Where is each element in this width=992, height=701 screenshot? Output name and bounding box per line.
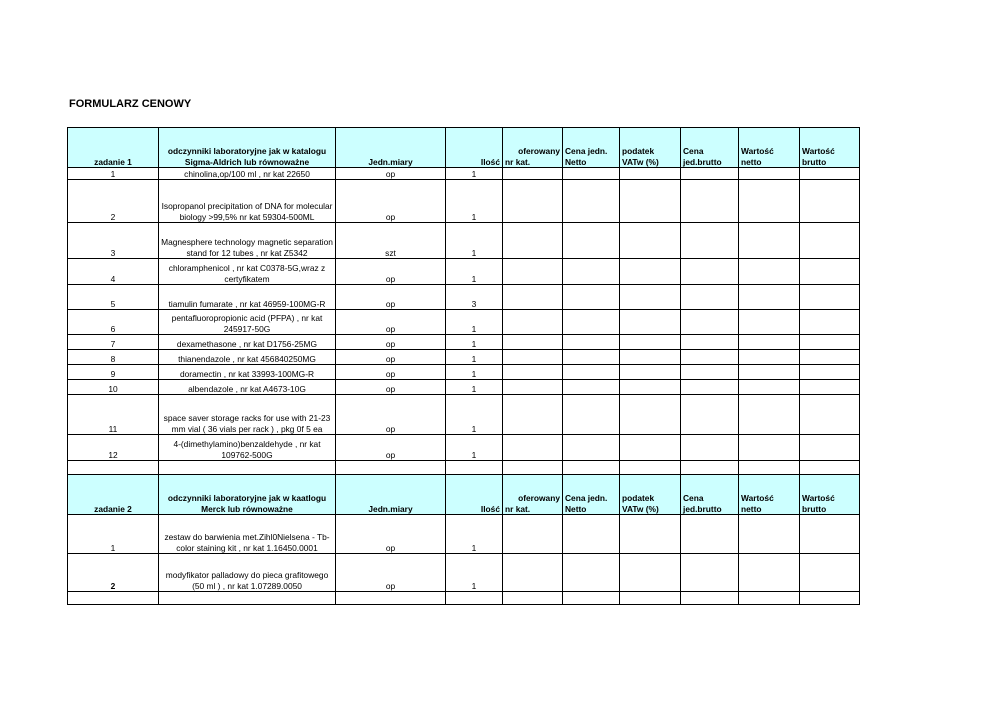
row-oferowany-cell[interactable]	[503, 380, 563, 395]
row-lp: 6	[68, 310, 159, 335]
row-oferowany-cell[interactable]	[503, 259, 563, 285]
row-wartosc-brutto-cell[interactable]	[800, 380, 860, 395]
row-wartosc-netto-cell[interactable]	[739, 259, 800, 285]
col-cena-jedn-header: Cena jedn. Netto	[563, 128, 620, 168]
row-oferowany-cell[interactable]	[503, 335, 563, 350]
row-cena-brutto-cell[interactable]	[681, 285, 739, 310]
row-oferowany-cell[interactable]	[503, 168, 563, 180]
row-wartosc-netto-cell[interactable]	[739, 515, 800, 554]
row-lp: 3	[68, 223, 159, 259]
row-qty: 1	[446, 180, 503, 223]
row-oferowany-cell[interactable]	[503, 223, 563, 259]
row-unit: op	[336, 380, 446, 395]
row-lp: 1	[68, 168, 159, 180]
row-cena-brutto-cell[interactable]	[681, 168, 739, 180]
col-cena-brutto-header: Cena jed.brutto	[681, 475, 739, 515]
row-item-name: pentafluoropropionic acid (PFPA) , nr kat 245917-50G	[159, 310, 336, 335]
row-lp: 7	[68, 335, 159, 350]
row-wartosc-brutto-cell[interactable]	[800, 223, 860, 259]
row-cena-brutto-cell[interactable]	[681, 515, 739, 554]
col-wartosc-brutto-header: Wartość brutto	[800, 475, 860, 515]
row-item-name: modyfikator palladowy do pieca grafitowego (50 ml ) , nr kat 1.07289.0050	[159, 554, 336, 592]
row-wartosc-netto-cell[interactable]	[739, 335, 800, 350]
row-cena-jedn-cell[interactable]	[563, 223, 620, 259]
row-cena-jedn-cell[interactable]	[563, 515, 620, 554]
row-lp: 2	[68, 180, 159, 223]
row-qty: 1	[446, 335, 503, 350]
table-row	[68, 168, 860, 180]
row-cena-brutto-cell[interactable]	[681, 180, 739, 223]
row-item-name: chloramphenicol , nr kat C0378-5G,wraz z certyfikatem	[159, 259, 336, 285]
row-item-name: albendazole , nr kat A4673-10G	[159, 380, 336, 395]
row-lp: 2	[68, 554, 159, 592]
row-item-name: space saver storage racks for use with 21-23 mm vial ( 36 vials per rack ) , pkg 0f 5 ea	[159, 395, 336, 435]
col-oferowany-header: oferowany nr kat.	[503, 475, 563, 515]
row-podatek-cell[interactable]	[620, 180, 681, 223]
row-unit: op	[336, 168, 446, 180]
row-cena-brutto-cell[interactable]	[681, 380, 739, 395]
row-podatek-cell[interactable]	[620, 395, 681, 435]
row-unit: op	[336, 515, 446, 554]
row-unit: op	[336, 180, 446, 223]
row-cena-brutto-cell[interactable]	[681, 259, 739, 285]
row-lp: 10	[68, 380, 159, 395]
row-podatek-cell[interactable]	[620, 554, 681, 592]
section-2-label: zadanie 2	[68, 475, 159, 515]
row-wartosc-brutto-cell[interactable]	[800, 350, 860, 365]
col-podatek-header: podatek VATw (%)	[620, 128, 681, 168]
row-item-name: 4-(dimethylamino)benzaldehyde , nr kat 109762-500G	[159, 435, 336, 461]
table-row	[68, 395, 860, 435]
row-cena-jedn-cell[interactable]	[563, 335, 620, 350]
row-qty: 1	[446, 310, 503, 335]
row-cena-jedn-cell[interactable]	[563, 180, 620, 223]
row-cena-jedn-cell[interactable]	[563, 435, 620, 461]
row-wartosc-netto-cell[interactable]	[739, 223, 800, 259]
row-wartosc-brutto-cell[interactable]	[800, 168, 860, 180]
table-row	[68, 350, 860, 365]
row-qty: 1	[446, 380, 503, 395]
row-wartosc-brutto-cell[interactable]	[800, 285, 860, 310]
table-row	[68, 259, 860, 285]
row-item-name: dexamethasone , nr kat D1756-25MG	[159, 335, 336, 350]
spacer-row	[68, 592, 860, 605]
row-cena-jedn-cell[interactable]	[563, 365, 620, 380]
row-oferowany-cell[interactable]	[503, 350, 563, 365]
col-cena-jedn-header: Cena jedn. Netto	[563, 475, 620, 515]
row-cena-brutto-cell[interactable]	[681, 395, 739, 435]
row-wartosc-brutto-cell[interactable]	[800, 310, 860, 335]
row-wartosc-netto-cell[interactable]	[739, 180, 800, 223]
table-row	[68, 515, 860, 554]
row-lp: 12	[68, 435, 159, 461]
spacer-row	[68, 461, 860, 475]
row-oferowany-cell[interactable]	[503, 365, 563, 380]
row-cena-jedn-cell[interactable]	[563, 350, 620, 365]
price-form-table	[67, 127, 860, 605]
row-item-name: doramectin , nr kat 33993-100MG-R	[159, 365, 336, 380]
row-unit: op	[336, 554, 446, 592]
row-qty: 1	[446, 365, 503, 380]
row-podatek-cell[interactable]	[620, 223, 681, 259]
row-cena-brutto-cell[interactable]	[681, 435, 739, 461]
row-podatek-cell[interactable]	[620, 259, 681, 285]
row-cena-jedn-cell[interactable]	[563, 168, 620, 180]
row-wartosc-brutto-cell[interactable]	[800, 180, 860, 223]
row-cena-jedn-cell[interactable]	[563, 259, 620, 285]
row-qty: 1	[446, 435, 503, 461]
row-wartosc-brutto-cell[interactable]	[800, 259, 860, 285]
row-oferowany-cell[interactable]	[503, 515, 563, 554]
table-row	[68, 285, 860, 310]
row-podatek-cell[interactable]	[620, 350, 681, 365]
row-lp: 11	[68, 395, 159, 435]
row-lp: 4	[68, 259, 159, 285]
row-podatek-cell[interactable]	[620, 285, 681, 310]
row-qty: 1	[446, 554, 503, 592]
row-unit: op	[336, 435, 446, 461]
section-1-header	[68, 128, 860, 168]
table-row	[68, 223, 860, 259]
row-cena-jedn-cell[interactable]	[563, 285, 620, 310]
table-row	[68, 335, 860, 350]
row-podatek-cell[interactable]	[620, 335, 681, 350]
section-2-description: odczynniki laboratoryjne jak w kaatlogu Merck lub równoważne	[159, 475, 336, 515]
row-cena-jedn-cell[interactable]	[563, 310, 620, 335]
row-wartosc-brutto-cell[interactable]	[800, 335, 860, 350]
col-jedn-header: Jedn.miary	[336, 128, 446, 168]
row-item-name: thianendazole , nr kat 456840250MG	[159, 350, 336, 365]
row-oferowany-cell[interactable]	[503, 554, 563, 592]
col-podatek-header: podatek VATw (%)	[620, 475, 681, 515]
row-item-name: Magnesphere technology magnetic separation stand for 12 tubes , nr kat Z5342	[159, 223, 336, 259]
row-qty: 3	[446, 285, 503, 310]
row-item-name: zestaw do barwienia met.Zihl0Nielsena - Tb-color staining kit , nr kat 1.16450.0001	[159, 515, 336, 554]
row-item-name: Isopropanol precipitation of DNA for molecular biology >99,5% nr kat 59304-500ML	[159, 180, 336, 223]
row-wartosc-brutto-cell[interactable]	[800, 435, 860, 461]
row-lp: 8	[68, 350, 159, 365]
page-title: FORMULARZ CENOWY	[69, 98, 192, 110]
row-lp: 1	[68, 515, 159, 554]
row-cena-brutto-cell[interactable]	[681, 350, 739, 365]
row-unit: op	[336, 365, 446, 380]
section-1-label: zadanie 1	[68, 128, 159, 168]
row-unit: op	[336, 335, 446, 350]
col-cena-brutto-header: Cena jed.brutto	[681, 128, 739, 168]
row-unit: op	[336, 285, 446, 310]
row-qty: 1	[446, 395, 503, 435]
table-row	[68, 554, 860, 592]
row-unit: op	[336, 395, 446, 435]
col-oferowany-header: oferowany nr kat.	[503, 128, 563, 168]
row-oferowany-cell[interactable]	[503, 180, 563, 223]
row-cena-jedn-cell[interactable]	[563, 380, 620, 395]
row-qty: 1	[446, 223, 503, 259]
row-oferowany-cell[interactable]	[503, 285, 563, 310]
col-wartosc-brutto-header: Wartość brutto	[800, 128, 860, 168]
row-wartosc-brutto-cell[interactable]	[800, 365, 860, 380]
row-podatek-cell[interactable]	[620, 435, 681, 461]
row-cena-brutto-cell[interactable]	[681, 310, 739, 335]
row-qty: 1	[446, 350, 503, 365]
row-wartosc-netto-cell[interactable]	[739, 168, 800, 180]
col-ilosc-header: Ilość	[446, 475, 503, 515]
row-qty: 1	[446, 168, 503, 180]
row-wartosc-netto-cell[interactable]	[739, 285, 800, 310]
row-podatek-cell[interactable]	[620, 365, 681, 380]
table-row	[68, 310, 860, 335]
row-wartosc-netto-cell[interactable]	[739, 365, 800, 380]
row-cena-brutto-cell[interactable]	[681, 223, 739, 259]
col-wartosc-netto-header: Wartość netto	[739, 475, 800, 515]
row-unit: szt	[336, 223, 446, 259]
row-podatek-cell[interactable]	[620, 168, 681, 180]
row-wartosc-netto-cell[interactable]	[739, 395, 800, 435]
row-oferowany-cell[interactable]	[503, 435, 563, 461]
row-qty: 1	[446, 259, 503, 285]
row-wartosc-netto-cell[interactable]	[739, 310, 800, 335]
row-cena-brutto-cell[interactable]	[681, 365, 739, 380]
row-lp: 5	[68, 285, 159, 310]
row-cena-brutto-cell[interactable]	[681, 335, 739, 350]
row-wartosc-brutto-cell[interactable]	[800, 554, 860, 592]
row-unit: op	[336, 259, 446, 285]
row-cena-jedn-cell[interactable]	[563, 395, 620, 435]
row-cena-jedn-cell[interactable]	[563, 554, 620, 592]
row-unit: op	[336, 310, 446, 335]
table-row	[68, 180, 860, 223]
section-1-description: odczynniki laboratoryjne jak w katalogu Sigma-Aldrich lub równoważne	[159, 128, 336, 168]
row-oferowany-cell[interactable]	[503, 310, 563, 335]
row-wartosc-netto-cell[interactable]	[739, 380, 800, 395]
row-cena-brutto-cell[interactable]	[681, 554, 739, 592]
row-item-name: tiamulin fumarate , nr kat 46959-100MG-R	[159, 285, 336, 310]
table-row	[68, 435, 860, 461]
row-item-name: chinolina,op/100 ml , nr kat 22650	[159, 168, 336, 180]
row-unit: op	[336, 350, 446, 365]
row-wartosc-netto-cell[interactable]	[739, 350, 800, 365]
col-wartosc-netto-header: Wartość netto	[739, 128, 800, 168]
row-wartosc-brutto-cell[interactable]	[800, 395, 860, 435]
row-podatek-cell[interactable]	[620, 380, 681, 395]
row-qty: 1	[446, 515, 503, 554]
section-2-header	[68, 475, 860, 515]
table-row	[68, 380, 860, 395]
row-wartosc-netto-cell[interactable]	[739, 554, 800, 592]
row-lp: 9	[68, 365, 159, 380]
row-wartosc-brutto-cell[interactable]	[800, 515, 860, 554]
row-podatek-cell[interactable]	[620, 310, 681, 335]
table-row	[68, 365, 860, 380]
col-ilosc-header: Ilość	[446, 128, 503, 168]
col-jedn-header: Jedn.miary	[336, 475, 446, 515]
row-oferowany-cell[interactable]	[503, 395, 563, 435]
row-podatek-cell[interactable]	[620, 515, 681, 554]
row-wartosc-netto-cell[interactable]	[739, 435, 800, 461]
